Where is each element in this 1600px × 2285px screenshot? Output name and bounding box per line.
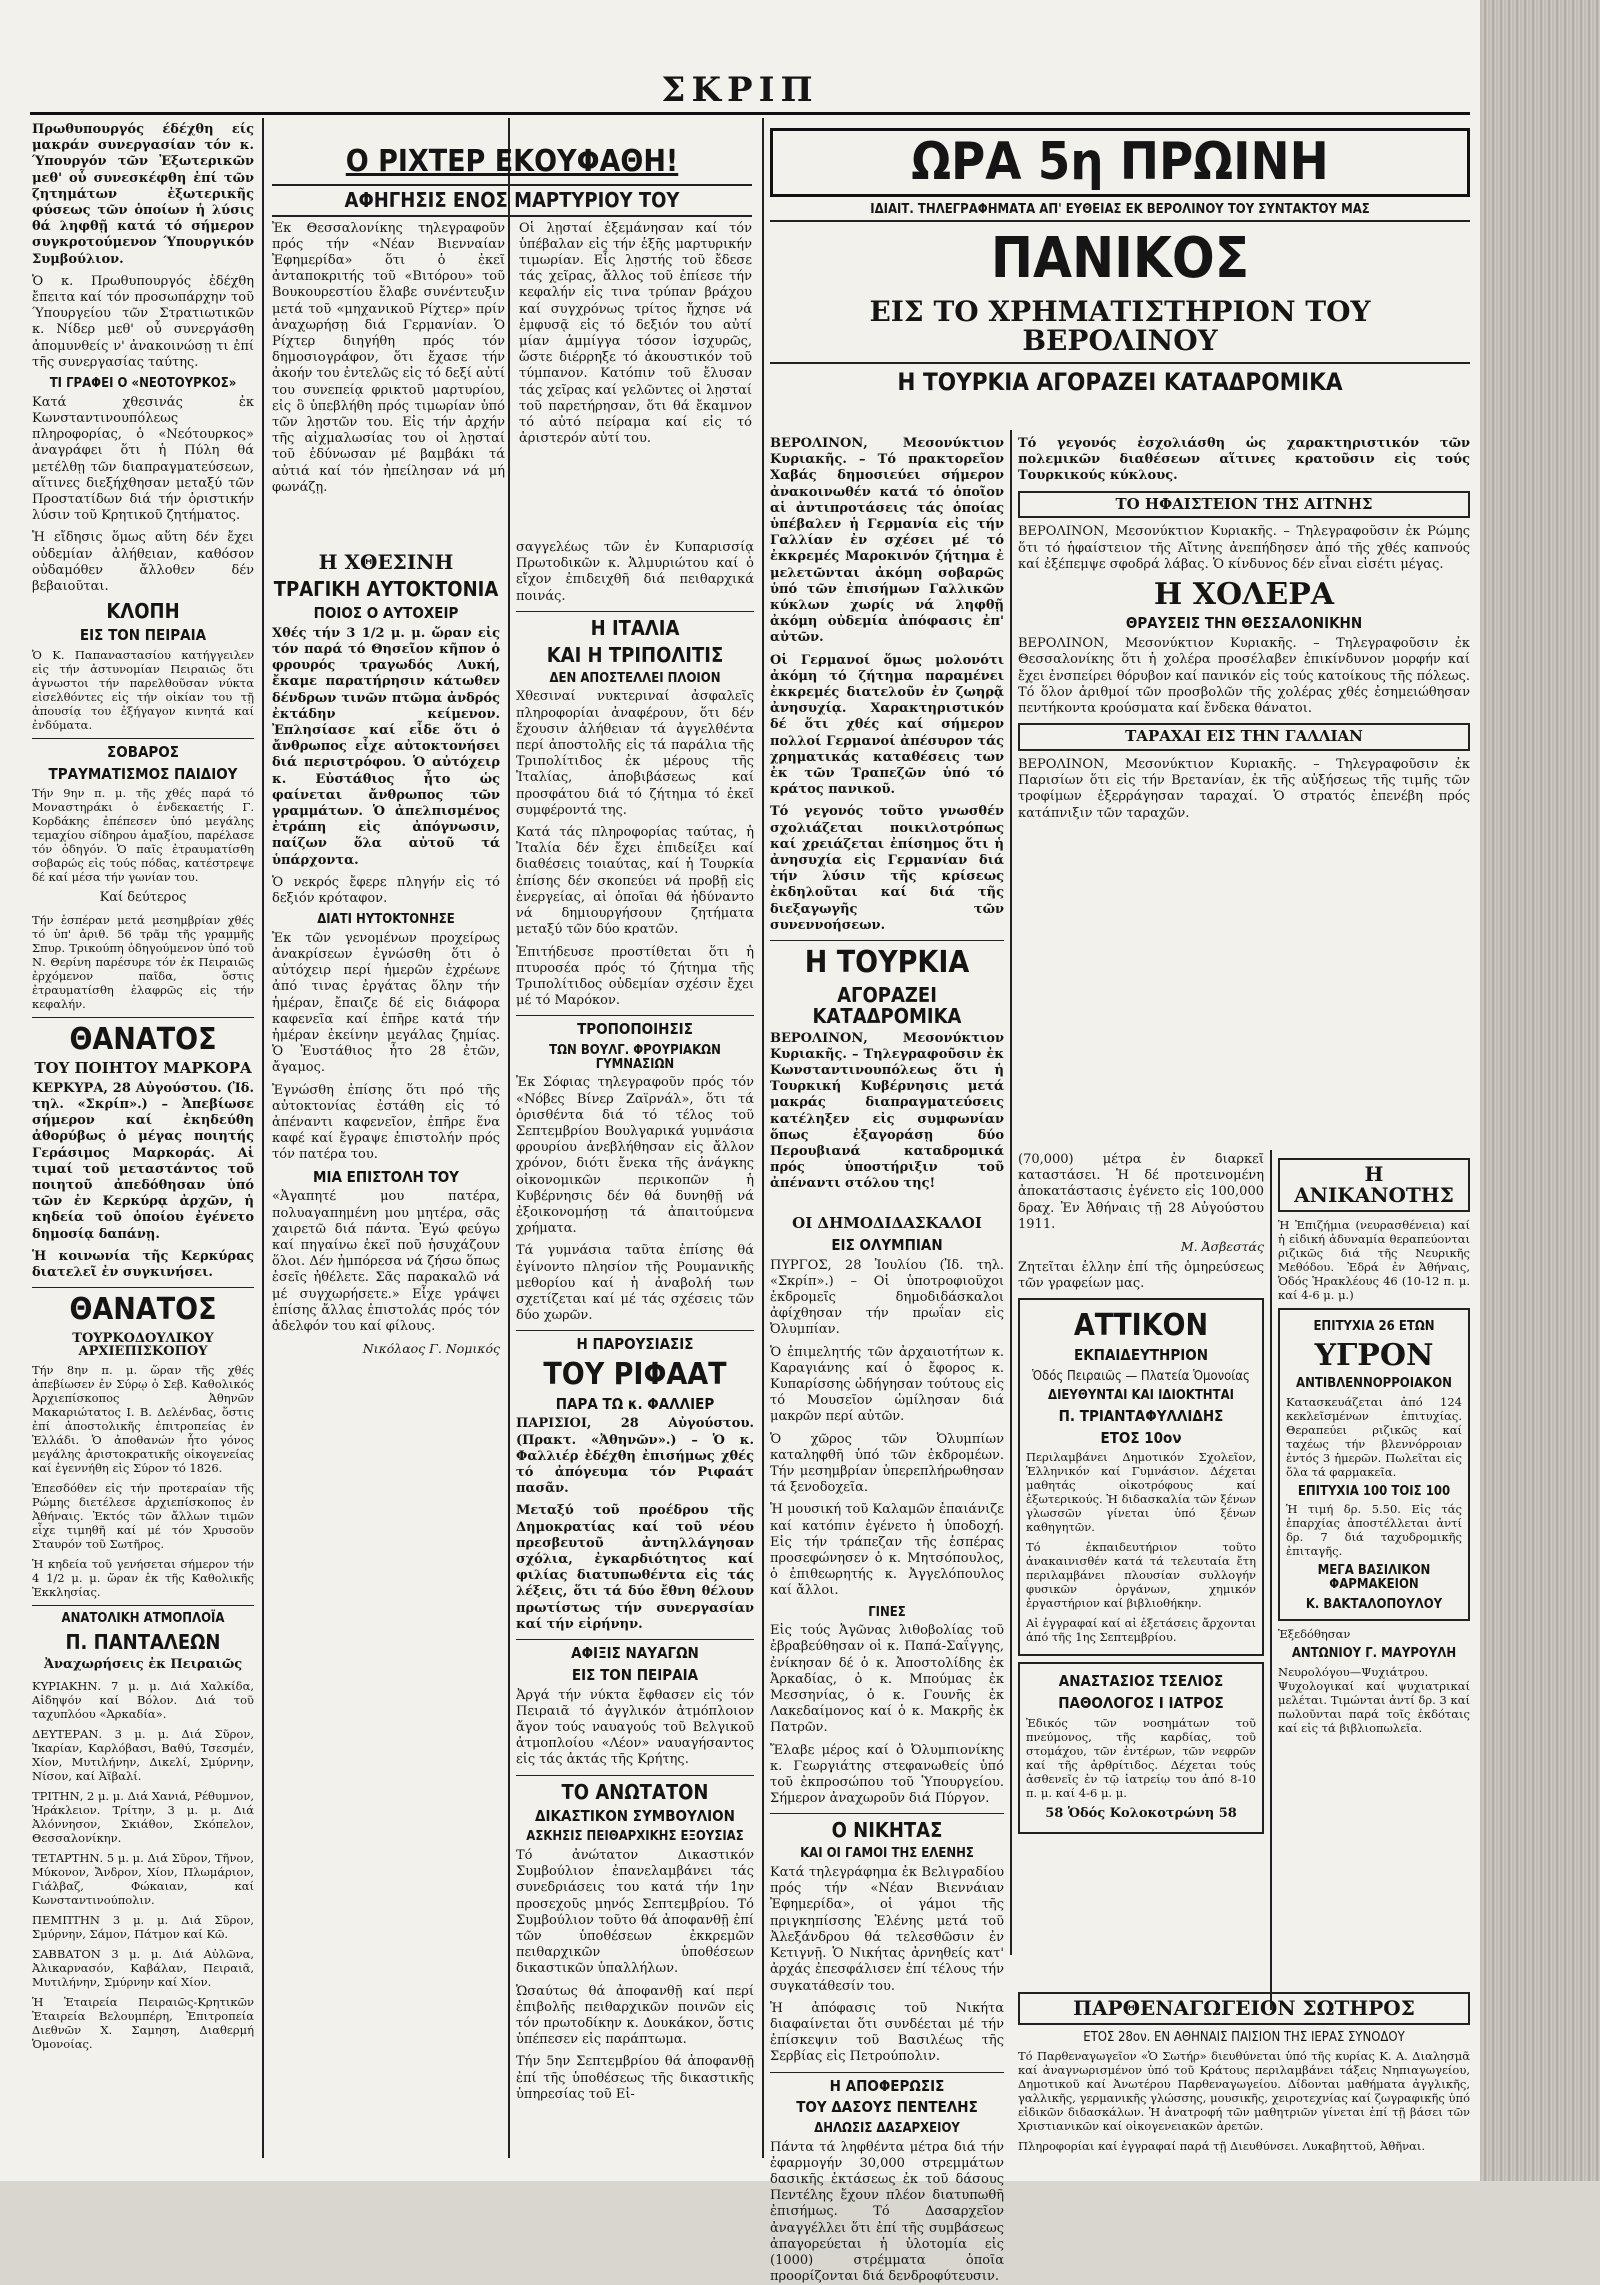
headline: ΤΡΟΠΟΠΟΙΗΣΙΣ: [577, 1020, 693, 1039]
article-text: Ὁ κ. Πρωθυπουργός ἐδέχθη ἔπειτα καί τόν προσωπάρχην τοῦ Ύπουργείου τῶν Στρατιωτικῶν κ. Νίδερ μεθ' οὗ συνεργάσθη ἀπομυνθείς ν' ἀνακοινώσῃ τι ἐπί τῆς συνεργασίας ταύτης.: [32, 273, 254, 370]
ad-address: Ὁδός Πειραιῶς — Πλατεία Ὁμονοίας: [1032, 1368, 1250, 1384]
subheading: ΔΙΑΤΙ ΗΥΤΟΚΤΟΝΗΣΕ: [317, 912, 455, 928]
ad-text: Κ. ΒΑΚΤΑΛΟΠΟΥΛΟΥ: [1305, 1596, 1443, 1612]
article-text: ΚΕΡΚΥΡΑ, 28 Αὐγούστου. (Ἰδ. τηλ. «Σκρίπ».) – Ἀπεβίωσε σήμερον καί ἐκηδεύθη ἀθορύβως ὁ μέγας ποιητής Γεράσιμος Μαρκοράς. Αἱ τιμαί τοῦ μεταστάντος τοῦ ποιητοῦ ἀπεδόθησαν ὑπό τῶν ἐν Κερκύρᾳ ἀρχῶν, ἡ κηδεία τοῦ ὁποίου ἐγένετο δημοσίᾳ δαπάνῃ.: [32, 1080, 254, 1242]
article-text: Ὡσαύτως θά ἀποφανθῇ καί περί ἐπιβολῆς πειθαρχικῶν ποινῶν εἰς τόν πρωτοδίκην κ. Δουκάκον, ὅστις ὑπέπεσεν εἰς παράπτωμα.: [516, 1983, 754, 2048]
divider: [32, 1605, 254, 1606]
divider: [770, 1813, 1004, 1814]
divider: [516, 611, 754, 612]
column-3: [516, 540, 754, 2156]
column-rule: [762, 118, 764, 2158]
article-text: Ὁ ἐπιμελητής τῶν ἀρχαιοτήτων κ. Καραγιάνης καί ὁ ἔφορος κ. Κυπαρίσσης ὡδήγησαν τούτους εἰς τό Μουσεῖον ὡμίλησαν διά μακρῶν περί αὐτῶν.: [770, 1344, 1004, 1425]
headline: ΟΙ ΔΗΜΟΔΙΔΑΣΚΑΛΟΙ: [792, 1214, 982, 1232]
article-text: Οἱ Γερμανοί ὅμως μολονότι ἀκόμη τό ζήτημα παραμένει ἐκκρεμές διατελοῦν ἐν ζωηρᾷ ἀνησυχίᾳ. Χαρακτηριστικόν δέ ὅτι χθές καί σήμερον πολλοί Γερμανοί ἀπέσυρον τάς χρηματικάς καταθέσεις των ἐκ τῶν Τραπεζῶν ὑπό τό κράτος πανικοῦ.: [770, 652, 1004, 798]
column-rule: [262, 118, 264, 2158]
article-text: Ὁ Κ. Παπαναστασίου κατήγγειλεν εἰς τήν ἀστυνομίαν Πειραιῶς ὅτι ἀγνωστοι τήν παρελθοῦσαν νύκτα εἰσελθόντες εἰς τήν οἰκίαν του τῇ ἀπουσίᾳ του ἐξήγαγον κινητά καί ἐνδύματα.: [32, 647, 254, 732]
headline: ΑΝΑΣΤΑΣΙΟΣ ΤΣΕΛΙΟΣ: [1058, 1672, 1224, 1691]
ad-text: Αἱ ἐγγραφαί καί αἱ ἐξετάσεις ἄρχονται ἀπό τῆς 1ης Σεπτεμβρίου.: [1026, 1616, 1256, 1645]
headline: ΑΝΑΤΟΛΙΚΗ ΑΤΜΟΠΛΟΪΑ: [61, 1611, 225, 1627]
article-text: Ἐκ Θεσσαλονίκης τηλεγραφοῦν πρός τήν «Νέαν Βιενναίαν Ἐφημερίδα» ὅτι ὁ ἐκεῖ ἀνταποκριτής τοῦ «Βιτόρου» τοῦ Βουκουρεστίου ἔλαβε συνέντευξιν μετά τοῦ «μηχανικοῦ Ρίχτερ» πρίν ἀναχωρήσῃ διά Γερμανίαν. Ὁ Ρίχτερ διηγήθη πρός τόν δημοσιογράφον, ὅτι ἔχασε τήν ἀκοήν του ἐντελῶς εἰς τό δεξί αὐτί του συνεπείᾳ φρικτοῦ μαρτυρίου, εἰς ὃ ὑπεβλήθη πρός τιμωρίαν ὑπό τῶν λῃστῶν του. Εἰς τήν ἀρχήν τῆς αἰχμαλωσίας του οἱ λῃσταί τοῦ ἐδύνωσαν μέ βαμβάκι τά αὐτιά καί τόν ἠπείλησαν νά μή φωνάζῃ.: [272, 220, 505, 495]
column-6: [770, 1210, 1004, 2285]
headline: Η ΧΘΕΣΙΝΗ: [318, 550, 454, 574]
article-text: ΣΑΒΒΑΤΟΝ 3 μ. μ. Διά Αὐλῶνα, Ἀλικαρνασόν, Καβάλαν, Πειραιᾶ, Μυτιλήνην, Σμύρνην καί Χίον.: [32, 1946, 254, 1989]
headline: ΕΙΣ ΤΟΝ ΠΕΙΡΑΙΑ: [571, 1665, 699, 1684]
article-text: Τήν ἑσπέραν μετά μεσημβρίαν χθές τό ὑπ' ἀριθ. 56 τρᾶμ τῆς γραμμῆς Σπυρ. Τρικούπη ὁδηγούμενον ὑπό τοῦ Ν. Θερίνη παρέσυρε τόν ἐκ Πειραιῶς ἐρχόμενον παῖδα, ὅστις ἐτραυματίσθη ἐλαφρῶς εἰς τήν κεφαλήν.: [32, 912, 254, 1011]
headline: ΤΟΥΡΚΟΔΟΥΛΙΚΟΥ ΑΡΧΙΕΠΙΣΚΟΠΟΥ: [72, 1330, 214, 1360]
article-text: ΠΕΜΠΤΗΝ 3 μ. μ. Διά Σῦρον, Σμύρνην, Σάμον, Πάτμον καί Κῶ.: [32, 1912, 254, 1941]
headline: Ο ΡΙΧΤΕΡ ΕΚΟΥΦΑΘΗ!: [345, 144, 679, 179]
ad-title: ΥΓΡΟΝ: [1314, 1337, 1434, 1373]
ad-address: 58 Ὁδός Κολοκοτρώνη 58: [1045, 1805, 1237, 1821]
headline: ΚΑΙ Η ΤΡΙΠΟΛΙΤΙΣ: [546, 642, 724, 667]
article-text: Ἡ ἀπόφασις τοῦ Νικήτα διαφαίνεται ὅτι συνδέεται μέ τήν ἐπίσκεψιν τοῦ Βασιλέως τῆς Σερβίας εἰς Πετρούπολιν.: [770, 2000, 1004, 2065]
subheading: ΓΙΝΕΣ: [868, 1604, 906, 1620]
ad-text: ΕΠΙΤΥΧΙΑ 100 ΤΟΙΣ 100: [1297, 1483, 1451, 1499]
headline: ΑΣΚΗΣΙΣ ΠΕΙΘΑΡΧΙΚΗΣ ΕΞΟΥΣΙΑΣ: [526, 1829, 744, 1845]
headline: ΠΟΙΟΣ Ο ΑΥΤΟΧΕΙΡ: [313, 604, 459, 622]
headline: ΤΟΥ ΡΙΦΑΑΤ: [543, 1357, 727, 1393]
headline: ΠΑΡΘΕΝΑΓΩΓΕΙΟΝ ΣΩΤΗΡΟΣ: [1018, 1992, 1470, 2025]
right-banner: [770, 122, 1470, 432]
divider: [770, 940, 1004, 941]
divider: [516, 1015, 754, 1016]
ad-title: ΑΝΤΩΝΙΟΥ Γ. ΜΑΥΡΟΥΛΗ: [1291, 1646, 1457, 1662]
scan-edge: [1480, 0, 1600, 2181]
headline: ΤΟ ΗΦΑΙΣΤΕΙΟΝ ΤΗΣ ΑΙΤΝΗΣ: [1018, 491, 1470, 519]
divider: [32, 738, 254, 739]
article-text: ΤΕΤΑΡΤΗΝ. 5 μ. μ. Διά Σῦρον, Τῆνον, Μύκονον, Ἄνδρον, Χίον, Πλωμάριον, Γιάλβαζ, Φώκαιαν, καί Κωνσταντινούπολιν.: [32, 1850, 254, 1907]
headline: ΚΛΟΠΗ: [106, 599, 180, 624]
article-text: Ἀργά τήν νύκτα ἔφθασεν εἰς τόν Πειραιᾶ τό ἀγγλικόν ἀτμόπλοιον ἄγον τούς ναυαγούς τοῦ Βελγικοῦ ἀτμοπλοίου «Λέον» ναυαγήσαντος εἰς τάς ἀκτάς τῆς Κρήτης.: [516, 1687, 754, 1768]
headline: ΑΦΙΞΙΣ ΝΑΥΑΓΩΝ: [571, 1644, 699, 1663]
article-text: Τό γεγονός τοῦτο γνωσθέν σχολιάζεται ποικιλοτρόπως καί χρειάζεται ἐπίσημος ὅτι ἡ ἀνησυχία εἰς Γερμανίαν διά τήν λύσιν τῆς κρίσεως ἐκδηλοῦται καί διά τῆς διεξαγωγῆς τῶν συνεννοήσεων.: [770, 804, 1004, 933]
article-text: ΠΑΡΙΣΙΟΙ, 28 Αὐγούστου. (Πρακτ. «Ἀθηνῶν».) – Ὁ κ. Φαλλιέρ ἐδέχθη ἐπισήμως χθές τό ἀπόγευμα τόν Ριφαάτ πασᾶν.: [516, 1416, 754, 1497]
article-text: ΤΡΙΤΗΝ, 2 μ. μ. Διά Χανιά, Ρέθυμνον, Ἡράκλειον. Τρίτην, 3 μ. μ. Διά Ἀλόννησον, Σκιάθον, Σκόπελον, Θεσσαλονίκην.: [32, 1788, 254, 1845]
article-text: Ἐγνώσθη ἐπίσης ὅτι πρό τῆς αὐτοκτονίας ἐστάθη εἰς τό ἀπέναντι καφενεῖον, ἐπῆρε ἕνα καφέ καί ἔγραψε ἐπιστολήν πρός τόν πατέρα του.: [272, 1082, 500, 1163]
article-text: ΒΕΡΟΛΙΝΟΝ, Μεσονύκτιον Κυριακῆς. – Τηλεγραφοῦσιν ἐκ Παρισίων ὅτι εἰς τήν Βρετανίαν, ἐκ τῆς αὐξήσεως τῆς τιμῆς τῶν τροφίμων ἐξερράγησαν ταραχαί. Ὁ στρατός ἐπενέβη πρός κατάπνιξιν τῶν ταραχῶν.: [1018, 756, 1470, 821]
signature: Μ. Ἀσβεστάς: [1180, 1239, 1264, 1255]
subheading: ΤΙ ΓΡΑΦΕΙ Ο «ΝΕΟΤΟΥΡΚΟΣ»: [49, 376, 237, 392]
column-2: [272, 546, 500, 2156]
headline: ΤΑΡΑΧΑΙ ΕΙΣ ΤΗΝ ΓΑΛΛΙΑΝ: [1018, 723, 1470, 751]
ad-attikon: [1018, 1298, 1264, 1656]
ad-text: ΕΠΙΤΥΧΙΑ 26 ΕΤΩΝ: [1313, 1319, 1435, 1334]
headline: ΣΟΒΑΡΟΣ: [107, 742, 179, 761]
headline: ΘΑΝΑΤΟΣ: [69, 1292, 217, 1328]
article-text: Τό γεγονός ἐσχολιάσθη ὡς χαρακτηριστικόν τῶν πολεμικῶν διαθέσεων αἵτινες κρατοῦσιν εἰς τούς Τουρκικούς κύκλους.: [1018, 436, 1470, 484]
headline: Η ΧΟΛΕΡΑ: [1153, 576, 1335, 612]
article-text: ΠΥΡΓΟΣ, 28 Ἰουλίου (Ἰδ. τηλ. «Σκρίπ».) – Οἱ ὑποτροφιοῦχοι ἐκδρομεῖς δημοδιδάσκαλοι ἀφίχθησαν τήν πρωΐαν εἰς Ὀλυμπίαν.: [770, 1257, 1004, 1338]
article-text: Ἔλαβε μέρος καί ὁ Ὀλυμπιονίκης κ. Γεωργιάτης στεφανωθείς ὑπό τοῦ ἐκπροσώπου τοῦ Ὑπουργείου. Σήμερον ἀναχωροῦν διά Πύργον.: [770, 1742, 1004, 1807]
headline: ΠΑΡΑ ΤΩ κ. ΦΑΛΛΙΕΡ: [555, 1394, 715, 1413]
article-text: Πάντα τά ληφθέντα μέτρα διά τήν ἐφαρμογήν 30,000 στρεμμάτων δασικῆς ἐκτάσεως ἐκ τοῦ δάσους Πεντέλης ἔχουν πλέον διατυπωθῆ ἐπισήμως. Τό Δασαρχεῖον ἀναγγέλλει ὅτι ἐπί τῆς συμβάσεως ἀπαγορεύεται ἡ ὑλοτομία εἰς (1000) στρέμματα ὁποῖα προορίζονται διά δενδροφύτευσιν.: [770, 2139, 1004, 2285]
headline: ΘΑΝΑΤΟΣ: [69, 1021, 217, 1057]
column-7: [1018, 1152, 1264, 1982]
article-text: Ἡ μουσική τοῦ Καλαμῶν ἐπαιάνιζε καί κατόπιν ἐγένετο ἡ ὑποδοχή. Εἰς τήν τράπεζαν τῆς ἑσπέρας προσεφώνησεν ὁ κ. Μητσόπουλος, ὁ ἐπιθεωρητής κ. Ἀγγελόπουλος καί ἄλλοι.: [770, 1502, 1004, 1599]
article-text: Τά γυμνάσια ταῦτα ἐπίσης θά ἐγίνοντο πλησίον τῆς Ρουμανικῆς μεθορίου καί ἡ ἀναβολή των σχετίζεται καί μέ τάς σχέσεις τῶν δύο χωρῶν.: [516, 1243, 754, 1324]
divider: [516, 1639, 754, 1640]
headline: ΔΙΚΑΣΤΙΚΟΝ ΣΥΜΒΟΥΛΙΟΝ: [535, 1806, 735, 1825]
article-text: ΒΕΡΟΛΙΝΟΝ, Μεσονύκτιον Κυριακῆς. – Τηλεγραφοῦσιν ἐκ Ρώμης ὅτι τό ἡφαίστειον τῆς Αἴτνης ἀνεπήδησεν ἀπό τῆς χθές καπνούς καί ἐξέπεμψε σφοδρά λάβας. Ὁ κίνδυνος δέν εἶναι εἰσέτι μέγας.: [1018, 524, 1470, 572]
ad-text: ΕΤΟΣ 28ον. ΕΝ ΑΘΗΝΑΙΣ ΠΑΙΣΙΟΝ ΤΗΣ ΙΕΡΑΣ ΣΥΝΟΔΟΥ: [1083, 2030, 1405, 2045]
article-text: Ἡ κηδεία τοῦ γενήσεται σήμερον τήν 4 1/2 μ. μ. ὥραν ἐκ τῆς Καθολικῆς Ἐκκλησίας.: [32, 1557, 254, 1600]
headline: Π. ΠΑΝΤΑΛΕΩΝ: [65, 1629, 221, 1654]
headline: ΔΗΛΩΣΙΣ ΔΑΣΑΡΧΕΙΟΥ: [814, 2121, 960, 2137]
article-text: Κατά τηλεγράφημα ἐκ Βελιγραδίου πρός τήν «Νέαν Βιεννάιαν Ἐφημερίδα», οἱ γάμοι τῆς πριγκηπίσσης Ἑλένης μετά τοῦ Ἀλεξάνδρου θά τελεσθῶσιν ἐν Κετιγνῇ. Ὁ Νικήτας ἀρνηθείς κατ' ἀρχάς ἐπεσφάλισεν ἐπί τέλους τήν συγκατάθεσίν του.: [770, 1865, 1004, 1994]
headline: ΘΡΑΥΣΕΙΣ ΤΗΝ ΘΕΣΣΑΛΟΝΙΚΗΝ: [1125, 614, 1363, 633]
article-text: Ἡ εἴδησις ὅμως αὕτη δέν ἔχει οὐδεμίαν ἀλήθειαν, καθόσον οὐδαμόθεν ἄλλοθεν δέν βεβαιοῦται.: [32, 530, 254, 594]
headline: ΤΟ ΑΝΩΤΑΤΟΝ: [561, 1779, 709, 1804]
ad-text: Κατασκευάζεται ἀπό 124 κεκλεῖσμένων ἐπιτυχίας. Θεραπεύει ριζικῶς καί ταχέως τήν βλεννόρροιαν ἐντός 3 ἡμερῶν. Πωλεῖται εἰς ὅλα τά φαρμακεῖα.: [1286, 1394, 1462, 1479]
divider: [516, 1330, 754, 1331]
headline: ΚΑΙ ΟΙ ΓΑΜΟΙ ΤΗΣ ΕΛΕΝΗΣ: [800, 1846, 974, 1862]
ad-text: Περιλαμβάνει Δημοτικόν Σχολεῖον, Ἑλληνικόν καί Γυμνάσιον. Δέχεται μαθητάς οἰκοτρόφους καί ἐξωτερικούς. Ἡ διδασκαλία τῶν ξένων γλωσσῶν γίνεται ὑπό ξένων καθηγητῶν.: [1026, 1450, 1256, 1535]
ad-text: ΑΝΤΙΒΛΕΝΝΟΡΡΟΙΑΚΟΝ: [1296, 1376, 1452, 1392]
ad-tselios: [1018, 1662, 1264, 1834]
headline: ΤΡΑΓΙΚΗ ΑΥΤΟΚΤΟΝΙΑ: [273, 577, 499, 601]
article-text: ΒΕΡΟΛΙΝΟΝ, Μεσονύκτιον Κυριακῆς. – Τηλεγραφοῦσιν ἐκ Θεσσαλονίκης ὅτι ἡ χολέρα προσέλαβεν ἐπικίνδυνον μορφήν καί ἔχει ἐνσπείρει θόρυβον καί πανικόν εἰς τούς κατοίκους τῆς πόλεως. Τό ὅλον ἀριθμοί τῶν προσβολῶν τῆς χολέρας χθές ἐσημειώθησαν πεντήκοντα κρούσματα καί ἔνδεκα θάνατοι.: [1018, 636, 1470, 717]
headline: ΕΙΣ ΤΟ ΧΡΗΜΑΤΙΣΤΗΡΙΟΝ ΤΟΥ ΒΕΡΟΛΙΝΟΥ: [869, 295, 1371, 358]
article-text: Τήν 5ην Σεπτεμβρίου θά ἀποφανθῇ ἐπί τῆς ὑποθέσεως τῆς δικαστικῆς ὑπηρεσίας τοῦ Εἰ-: [516, 2054, 754, 2102]
headline: Η ΤΟΥΡΚΙΑ ΑΓΟΡΑΖΕΙ ΚΑΤΑΔΡΟΜΙΚΑ: [770, 362, 1470, 395]
article-text: Κατά χθεσινάς ἐκ Κωνσταντινουπόλεως πληροφορίας, ὁ «Νεότουρκος» ἀναγράφει ὅτι ἡ Πύλη θά μετέλθῃ τῶν διαπραγματεύσεων, αἵτινες διεξήχθησαν μεταξύ τῶν Προστατίδων διά τήν ὁριστικήν λύσιν τοῦ Κρητικοῦ ζητήματος.: [32, 394, 254, 524]
article-text: Κατά τάς πληροφορίας ταύτας, ἡ Ἰταλία δέν ἔχει ἐπιδείξει καί διαθέσεις τοιαύτας, καί ἡ Τουρκία ἐπίσης δέν σκοπεύει νά προβῇ εἰς ἐνεργείας, αἱ ὁποῖαι θά ἠδύναντο νά δημιουργήσουν ζητήματα μεταξύ τῶν δύο κρατῶν.: [516, 825, 754, 938]
article-text: ΔΕΥΤΕΡΑΝ. 3 μ. μ. Διά Σῦρον, Ἰκαρίαν, Καρλόβασι, Βαθύ, Τσεσμέν, Χίον, Μυτιλήνην, Δικελί, Σμύρνην, Νίσον, καί Ἀϊβαλί.: [32, 1726, 254, 1783]
article-text: Τήν 8ην π. μ. ὥραν τῆς χθές ἀπεβίωσεν ἐν Σύρῳ ὁ Σεβ. Καθολικός Ἀρχιεπίσκοπος Ἀθηνῶν Μακαριώτατος Ι. Β. Δελένδας, ὅστις ἐπί ἀποστολικῆς ἐπιτροπείας ἐν Ἑλλάδι. Ὁ ἀποθανών ἦτο γόνος μεγάλης ἀριστοκρατικῆς οἰκογενείας καί ἐγεννήθη εἰς Σύρον τό 1826.: [32, 1363, 254, 1476]
article-text: Ἡ κοινωνία τῆς Κερκύρας διατελεῖ ἐν συγκινήσει.: [32, 1248, 254, 1281]
article-text: Ὁ χῶρος τῶν Ὀλυμπίων καταληφθῆ ὑπό τῶν ἐκδρομέων. Τήν μεσημβρίαν ὑπερεπλήρωθησαν τά ξενοδοχεῖα.: [770, 1431, 1004, 1496]
column-rule: [1270, 1150, 1272, 2010]
article-text: Πρωθυπουργός έδέχθη είς μακράν συνεργασίαν τόν κ. Ύπουργόν τῶν Ἐξωτερικῶν μεθ' οὗ συνεσκέφθη ἐπί τῶν ζητημάτων ἐξωτερικῆς φύσεως τῶν ὁποίων ἡ λύσις θά ληφθῇ κατά τό σήμερον συγκροτούμενον Ύπουργικόν Συμβούλιον.: [32, 122, 254, 267]
headline: ΑΓΟΡΑΖΕΙ ΚΑΤΑΔΡΟΜΙΚΑ: [812, 982, 962, 1028]
article-text: Εἰς τούς Ἀγῶνας λιθοβολίας τοῦ ἐβραβεύθησαν οἱ κ. Παπά-Σαΐγγης, ἐνίκησαν δέ ὁ κ. Ἀποστολίδης ἐκ Ἀρκαδίας, ὁ κ. Μπούμας ἐκ Μεσσηνίας, ὁ κ. Γουνῆς ἐκ Λακεδαίμονος καί ὁ κ. Μακρῆς ἐκ Πατρῶν.: [770, 1623, 1004, 1736]
column-1: [32, 122, 254, 2162]
article-text: ΒΕΡΟΛΙΝΟΝ, Μεσονύκτιον Κυριακῆς. – Τηλεγραφοῦσιν ἐκ Κωνσταντινουπόλεως ὅτι ἡ Τουρκική Κυβέρνησις μετά μακράς διαπραγματεύσεις κατέληξεν εἰς συμφωνίαν ὅπως ἐξαγοράσῃ δύο Περουβιανά καταδρομικά πρός ὑποστήριξιν τοῦ ἀπέναντι στόλου της!: [770, 1030, 1004, 1192]
headline: ΑΦΗΓΗΣΙΣ ΕΝΟΣ ΜΑΡΤΥΡΙΟΥ ΤΟΥ: [272, 184, 752, 217]
ad-ygron: [1278, 1308, 1470, 1621]
signature: Νικόλαος Γ. Νομικός: [362, 1341, 500, 1357]
column-4: [770, 436, 1004, 1206]
ad-text: ΔΙΕΥΘΥΝΤΑΙ ΚΑΙ ΙΔΙΟΚΤΗΤΑΙ: [1048, 1388, 1234, 1404]
headline: ΑΤΤΙΚΟΝ: [1073, 1308, 1209, 1344]
ad-text: Ἐξεδόθησαν: [1278, 1627, 1351, 1642]
ad-text: Πληροφορίαι καί ἐγγραφαί παρά τῇ Διευθύνσει. Λυκαβηττοῦ, Ἀθῆναι.: [1018, 2138, 1426, 2153]
article-text: ΚΥΡΙΑΚΗΝ. 7 μ. μ. Διά Χαλκίδα, Αἰδηψόν καί Βόλον. Διά τοῦ ταχυπλόου «Ἀρκαδία».: [32, 1678, 254, 1721]
headline: Η ΑΠΟΦΕΡΩΣΙΣ: [829, 2076, 945, 2095]
headline: ΔΕΝ ΑΠΟΣΤΕΛΛΕΙ ΠΛΟΙΟΝ: [549, 670, 721, 686]
masthead-rule: [30, 112, 1470, 115]
article-text: Ἡ Ἐταιρεία Πειραιῶς-Κρητικῶν Ἐταιρεία Βελουμπέρη, Ἐπιτροπεία Διεθνῶν Χ. Σαμηση, Διαθερμή Ὁμονοίας.: [32, 1994, 254, 2051]
headline: Η ΑΝΙΚΑΝΟΤΗΣ: [1278, 1158, 1470, 1212]
headline: ΤΡΑΥΜΑΤΙΣΜΟΣ ΠΑΙΔΙΟΥ: [48, 764, 238, 783]
ad-text: Π. ΤΡΙΑΝΤΑΦΥΛΛΙΔΗΣ: [1058, 1406, 1224, 1425]
headline: ΠΑΘΟΛΟΓΟΣ Ι ΙΑΤΡΟΣ: [1058, 1694, 1224, 1713]
headline: Η ΤΟΥΡΚΙΑ: [804, 945, 970, 981]
article-text: Ἐπεσδόθεν εἰς τήν προτεραίαν τῆς Ρώμης διετέλεσε ἀρχιεπίσκοπος ἐν Ἀθήναις. Ἐκτός τῶν ἄλλων τιμῶν εἶχε τιμηθῆ καί μέ τόν Χρυσοῦν Σταυρόν τοῦ Σωτῆρος.: [32, 1481, 254, 1552]
article-text: Τήν 9ην π. μ. τῆς χθές παρά τό Μοναστηράκι ὁ ἑνδεκαετής Γ. Κορδάκης ἐπέπεσεν ὑπό μεγάλης τεμαχίου σίδηρου ἁμαξίου, παρέλασε τόν ὁδηγόν. Ὁ παῖς ἐτραυματίσθη σοβαρώς εἰς τούς πόδας, κατέστρεψε δέ καί μέσα τήν γωνίαν του.: [32, 786, 254, 885]
article-text: σαγγελέως τῶν ἐν Κυπαρισσίᾳ Πρωτοδικῶν κ. Ἁλμυριώτου καί ὁ εἴχον ἐπιδειχθῆ διά πειθαρχικά ποινάς.: [516, 540, 754, 604]
ad-text: ΜΕΓΑ ΒΑΣΙΛΙΚΟΝ ΦΑΡΜΑΚΕΙΟΝ: [1317, 1563, 1431, 1593]
headline: ΕΚΠΑΙΔΕΥΤΗΡΙΟΝ: [1073, 1345, 1209, 1364]
headline: ΕΙΣ ΤΟΝ ΠΕΙΡΑΙΑ: [79, 626, 207, 645]
headline: ΤΟΥ ΔΑΣΟΥΣ ΠΕΝΤΕΛΗΣ: [796, 2098, 978, 2117]
headline: ΕΙΣ ΟΛΥΜΠΙΑΝ: [831, 1235, 943, 1254]
divider: [770, 2072, 1004, 2073]
column-2-top: [272, 140, 752, 495]
article-text: ΒΕΡΟΛΙΝΟΝ, Μεσονύκτιον Κυριακῆς. – Τό πρακτορεῖον Χαβάς δημοσιεύει σήμερον ἀνακοινωθέν κατά τό ὁποῖον αἱ ἀντιπροτάσεις τάς ὁποίας ὑπέβαλεν ἡ Γερμανία εἰς τήν Γαλλίαν ἐν σχέσει μέ τό ἐκκρεμές Μαροκινόν ζήτημα ἐ μελετῶνται ἀκόμη σοβαρῶς ὑπό τῶν ἐπισήμων Γαλλικῶν κύκλων χωρίς νά ληφθῇ ἀκόμη οὐδεμία ἀπόφασις ἐπ' αὐτῶν.: [770, 436, 1004, 646]
article-text: Ἀναχωρήσεις ἐκ Πειραιῶς: [43, 1656, 243, 1672]
article-text: Ἐκ τῶν γενομένων προχείρως ἀνακρίσεων ἐγνώσθη ὅτι ὁ αὐτόχειρ περί ἡμερῶν ἐχρέωνε ἀπό τινας ἐργάτας ὅλην τήν ἡμέραν, ἔπαιζε δέ εἰς διάφορα καφενεῖα καί ἐπῆρε κατά τήν ἡμέραν ἐκείνην μεγάλας ζημίας. Ὁ Ἐυστάθιος ἦτο 28 ἐτῶν, ἄγαμος.: [272, 930, 500, 1076]
article-text: Ἐκ Σόφιας τηλεγραφοῦν πρός τόν «Νόβες Βίνερ Ζαϊρνάλ», ὅτι τά ὁρισθέντα διά τό τέλος τοῦ Σεπτεμβρίου Βουλγαρικά γυμνάσια φρουρίου ἀνεβλήθησαν εἰς ἄλλον χρόνον, διότι ἔνεκα τῆς ἀνάγκης οἰκονομικῶν περικοπῶν ἡ Κυβέρνησις δέν θά δυνηθῇ νά ἐξοικονομήσῃ τά ἀπαιτούμενα χρήματα.: [516, 1075, 754, 1237]
ad-text: Τό Παρθεναγωγεῖον «Ὁ Σωτήρ» διευθύνεται ὑπό τῆς κυρίας Κ. Α. Διαλησμᾶ καί ἀναγνωρισμένον ὑπό τοῦ Κράτους περιλαμβάνει τάξεις Νηπιαγωγείου, Δημοτικοῦ καί Ἀνωτέρου Παρθεναγωγείου. Δίδονται μαθήματα ἀγγλικῆς, γαλλικῆς, γερμανικῆς γλώσσης, μουσικῆς, χειροτεχνίας καί ζωγραφικῆς ὑπό εἰδικῶν διδασκάλων. Ἡ ἀνατροφή τῶν μαθητριῶν γίνεται ἐπί τῇ βάσει τῶν Χριστιανικῶν καί οἰκογενειακῶν ἀρετῶν.: [1018, 2048, 1470, 2133]
headline: Η ΠΑΡΟΥΣΙΑΣΙΣ: [576, 1335, 694, 1354]
article-text: Ζητεῖται ἑλλην ἐπί τῆς ὁμηρεύσεως τῶν γραφείων μας.: [1018, 1260, 1264, 1292]
article-text: Ὁ νεκρός ἔφερε πληγήν εἰς τό δεξιόν κρόταφον.: [272, 874, 500, 906]
article-text: «Ἀγαπητέ μου πατέρα, πολυαγαπημένη μου μητέρα, σᾶς χαιρετῶ διά πάντα. Ἐγώ φεύγω καί πηγαίνω ἐκεῖ ποῦ ἡσυχάζουν ὅλοι. Δέν ἠμπόρεσα νά ζήσω ὅπως ἐσεῖς ἠθέλετε. Σᾶς παρακαλῶ νά μέ συγχωρήσετε.» Εἶχε γράψει ἐπίσης ἄλλας ἐπιστολάς πρός τόν ἀδελφόν του καί φίλους.: [272, 1189, 500, 1335]
article-text: Τό ἀνώτατον Δικαστικόν Συμβούλιον ἐπανελαμβάνει τάς συνεδριάσεις του κατά τήν 1ην προσεχοῦς μηνός Σεπτεμβρίου. Τό Συμβούλιον τοῦτο θά ἀποφανθῇ ἐπί τῶν ὑποθέσεων ἐκκρεμῶν πειθαρχικῶν ὑποθέσεων δικαστικῶν ὑπαλλήλων.: [516, 1847, 754, 1977]
column-rule: [1010, 430, 1012, 1955]
article-text: (70,000) μέτρα ἐν διαρκεῖ καταστάσει. Ἡ δέ προτεινομένη ἀποκατάστασις ἐγένετο εἰς 100,000 δραχ. Ἐν Ἀθήναις τῇ 28 Αὐγούστου 1911.: [1018, 1152, 1264, 1232]
article-text: Χθεσιναί νυκτεριναί ἀσφαλεῖς πληροφορίαι ἀναφέρουν, ὅτι δέν ἔχουσιν ἀλήθειαν τά ἀγγελθέντα περί ἀποστολῆς εἰς τά παράλια τῆς Τριπολίτιδος ἐκ μέρους τῆς Ἰταλίας, ἀποβιβάσεως καί προσφάτου διά τό ζήτημα τό ἐκεῖ συμφέροντά της.: [516, 689, 754, 818]
ad-text: Ἡ Ἐπιζήμια (νευρασθένεια) καί ἡ εἰδική ἀδυναμία θεραπεύονται ριζικῶς διά τῆς Νευρικῆς Μεθόδου. Ἐδρά ἐν Ἀθήναις, Ὁδός Ἡρακλέους 46 (10-12 π. μ. καί 4-6 μ. μ.): [1278, 1218, 1470, 1302]
column-5: [1018, 436, 1470, 1136]
headline: ΙΔΙΑΙΤ. ΤΗΛΕΓΡΑΦΗΜΑΤΑ ΑΠ' ΕΥΘΕΙΑΣ ΕΚ ΒΕΡΟΛΙΝΟΥ ΤΟΥ ΣΥΝΤΑΚΤΟΥ ΜΑΣ: [770, 203, 1470, 223]
divider: [32, 1287, 254, 1288]
article-text: Οἱ λῃσταί ἐξεμάνησαν καί τόν ὑπέβαλαν εἰς τήν ἑξῆς μαρτυρικήν τιμωρίαν. Εἷς λῃστής τοῦ ἔδεσε τάς χεῖρας, ἄλλος τοῦ ἐπίεσε τήν κεφαλήν εἰς τινα τρύπαν βράχου καί συγχρόνως τρίτος ἤχησε νά ἐμφυσᾷ εἰς τό δεξιόν του αὐτί μίαν ἀμμίγγα τόσον ἰσχυρῶς, ὥστε διέρρηξε τό ἀκουστικόν τοῦ τύμπανον. Κατόπιν τοῦ ἔλυσαν τάς χεῖρας καί γελῶντες οἱ λῃσταί τοῦ παρετήρησαν, ὅτι θά ἔκαμνον τό αὐτό πείραμα καί εἰς τό ἀριστερόν αὐτί του.: [519, 220, 752, 447]
ad-text: ΕΤΟΣ 10ον: [1100, 1428, 1182, 1447]
headline: ΠΑΝΙΚΟΣ: [990, 226, 1250, 292]
column-8: [1278, 1152, 1470, 1992]
headline: Ο ΝΙΚΗΤΑΣ: [831, 1818, 943, 1843]
ad-text: Ἐδικός τῶν νοσημάτων τοῦ πνεύμονος, τῆς καρδίας, τοῦ στομάχου, τῶν ἐντέρων, τῶν νεφρῶν καί τῆς ἀρθρίτιδος. Δέχεται τούς ἀσθενεῖς ἐν τῷ ἰατρείῳ του ἀπό 8-10 π. μ. καί 4-6 μ. μ.: [1026, 1715, 1256, 1800]
article-text: Χθές τήν 3 1/2 μ. μ. ὥραν εἰς τόν παρά τό Θησεῖον κῆπον ὁ φρουρός τραγωδός Λυκή, ἔκαμε παρατήρησιν κάτωθεν δένδρων τινῶν πτῶμα ἀνδρός ἐκτάδην κείμενον. Ἐπλησίασε καί εἶδε ὅτι ὁ ἄνθρωπος εἶχε αὐτοκτονήσει διά περιστρόφου. Ὁ αὐτόχειρ κ. Εὐστάθιος ἦτο ὡς φαίνεται ἄνθρωπος τῶν γραμμάτων. Ὁ ἀπελπισμένος ἐτράπη εἰς ἀπόγνωσιν, παίζων ὅλα αὐτοῦ τά ὑπάρχοντα.: [272, 625, 500, 868]
ad-text: Τό ἐκπαιδευτήριον τοῦτο ἀνακαινισθέν κατά τά τελευταία ἔτη περιλαμβάνει πλουσίαν συλλογήν φυσικῶν ὀργάνων, χημικόν ἐργαστήριον καί βιβλιοθήκην.: [1026, 1540, 1256, 1611]
headline: ΤΩΝ ΒΟΥΛΓ. ΦΡΟΥΡΙΑΚΩΝ ΓΥΜΝΑΣΙΩΝ: [549, 1043, 721, 1072]
subheading: ΜΙΑ ΕΠΙΣΤΟΛΗ ΤΟΥ: [313, 1167, 459, 1186]
ad-text: Ἡ τιμή δρ. 5.50. Εἰς τάς ἐπαρχίας ἀποστέλλεται ἀντί δρ. 7 διά ταχυδρομικῆς ἐπιταγῆς.: [1286, 1502, 1462, 1559]
ad-parthenagogeion: [1018, 1992, 1470, 2162]
article-text: Μεταξύ τοῦ προέδρου τῆς Δημοκρατίας καί τοῦ νέου πρεσβευτοῦ ἀντηλλάγησαν σχόλια, ἐγκαρδιότητος καί φιλίας διατυπωθέντα εἰς τάς λέξεις, ὅτι τά δύο ἔθνη θέλουν πρωτίστως τήν συνεργασίαν καί τήν εἰρήνην.: [516, 1503, 754, 1632]
subheading: Καί δεύτερος: [99, 890, 187, 906]
ad-text: Νευρολόγου—Ψυχιάτρου. Ψυχολογικαί καί ψυχιατρικαί μελέται. Τιμώνται ἀντί δρ. 3 καί πωλοῦνται παρά τοῖς ἐκδόταις καί εἰς τά βιβλιοπωλεῖα.: [1278, 1664, 1470, 1735]
masthead: ΣΚΡΙΠ: [661, 70, 819, 110]
headline: ΩΡΑ 5η ΠΡΩΙΝΗ: [770, 128, 1470, 197]
article-text: Ἐπιτήδευσε προστίθεται ὅτι ἡ πτυροσέα πρός τό ζήτημα τῆς Τριπολίτιδος οὐδεμίαν σχέσιν ἔχει μέ τό Μαρόκον.: [516, 944, 754, 1009]
headline: ΤΟΥ ΠΟΙΗΤΟΥ ΜΑΡΚΟΡΑ: [34, 1059, 252, 1078]
divider: [516, 1775, 754, 1776]
headline: Η ΙΤΑΛΙΑ: [590, 615, 680, 640]
divider: [32, 1017, 254, 1018]
